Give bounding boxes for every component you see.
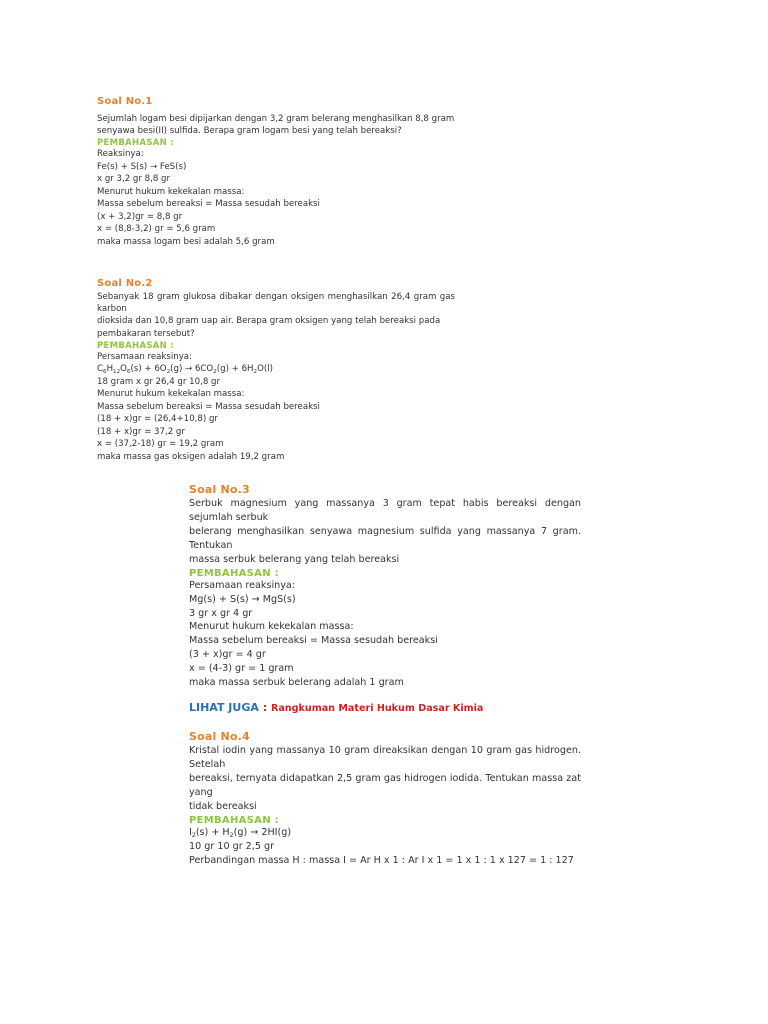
soal-2-line: (18 + x)gr = (26,4+10,8) gr xyxy=(97,414,218,425)
soal-1-line: x gr 3,2 gr 8,8 gr xyxy=(97,174,171,185)
soal-1-question xyxy=(97,113,455,137)
soal-4-line: 10 gr 10 gr 2,5 gr xyxy=(189,841,275,853)
soal-4-line: Perbandingan massa H : massa I = Ar H x 1 : Ar I x 1 = 1 x 1 : 1 x 127 = 1 : 127 xyxy=(189,854,574,866)
soal-3-line: Menurut hukum kekekalan massa: xyxy=(189,621,354,633)
soal-3-line: Massa sebelum bereaksi = Massa sesudah bereaksi xyxy=(189,635,438,647)
soal-2-title: Soal No.2 xyxy=(97,278,153,289)
lihat-juga-colon: : xyxy=(258,701,271,715)
soal-4-section xyxy=(189,730,581,867)
soal-1-question-line: Sejumlah logam besi dipijarkan dengan 3,2 gram belerang menghasilkan 8,8 gram xyxy=(97,114,455,124)
soal-4-question-line: bereaksi, ternyata didapatkan 2,5 gram gas hidrogen iodida. Tentukan massa zat yang xyxy=(189,773,581,799)
soal-3-line: (3 + x)gr = 4 gr xyxy=(189,648,266,660)
soal-3-question-line: belerang menghasilkan senyawa magnesium sulfida yang massanya 7 gram. Tentukan xyxy=(189,526,581,551)
soal-1-line: Reaksinya: xyxy=(97,149,144,160)
soal-3-line: Persamaan reaksinya: xyxy=(189,580,296,591)
soal-3-pembahasan-label: PEMBAHASAN : xyxy=(189,568,279,579)
lihat-juga xyxy=(189,701,581,714)
soal-3-line: maka massa serbuk belerang adalah 1 gram xyxy=(189,676,404,688)
soal-3-question xyxy=(189,497,581,567)
soal-2-line: (18 + x)gr = 37,2 gr xyxy=(97,426,185,437)
soal-1-pembahasan-label: PEMBAHASAN : xyxy=(97,138,175,149)
soal-2-line: Menurut hukum kekekalan massa: xyxy=(97,389,245,400)
soal-2-equation: $C_6H_{12}O_6(s) + 6O_2(g) \to 6CO_2(g) + 6H_2O(l)$ xyxy=(97,364,273,376)
soal-2-line: 18 gram x gr 26,4 gr 10,8 gr xyxy=(97,376,221,387)
soal-4-title: Soal No.4 xyxy=(189,730,250,744)
lihat-juga-link[interactable]: Rangkuman Materi Hukum Dasar Kimia xyxy=(270,703,484,715)
soal-4-pembahasan-label: PEMBAHASAN : xyxy=(189,815,279,827)
soal-1-line: x = (8,8-3,2) gr = 5,6 gram xyxy=(97,224,216,235)
soal-3-question-line: massa serbuk belerang yang telah bereaksi xyxy=(189,554,400,565)
soal-2-question-line: pembakaran tersebut? xyxy=(97,328,195,339)
soal-4-question xyxy=(189,744,581,814)
soal-1-section xyxy=(97,96,455,248)
soal-2-section xyxy=(97,278,455,463)
soal-2-question-line: dioksida dan 10,8 gram uap air. Berapa gram oksigen yang telah bereaksi pada xyxy=(97,316,441,327)
soal-3-line: 3 gr x gr 4 gr xyxy=(189,607,253,619)
soal-1-line: Menurut hukum kekekalan massa: xyxy=(97,186,245,197)
soal-1-line: (x + 3,2)gr = 8,8 gr xyxy=(97,211,183,222)
lihat-juga-label: LIHAT JUGA xyxy=(189,701,259,715)
soal-4-equation: $I_2(s) + H_2(g) \to 2HI(g)$ xyxy=(189,827,292,840)
soal-1-line: Massa sebelum bereaksi = Massa sesudah bereaksi xyxy=(97,199,320,210)
soal-3-question-line: Serbuk magnesium yang massanya 3 gram tepat habis bereaksi dengan sejumlah serbuk xyxy=(189,498,581,523)
soal-1-line: maka massa logam besi adalah 5,6 gram xyxy=(97,236,275,247)
soal-3-section xyxy=(189,483,581,868)
soal-3-line: x = (4-3) gr = 1 gram xyxy=(189,662,294,674)
soal-2-line: Persamaan reaksinya: xyxy=(97,351,192,362)
soal-2-line: maka massa gas oksigen adalah 19,2 gram xyxy=(97,451,285,462)
soal-1-question-line: senyawa besi(II) sulfida. Berapa gram logam besi yang telah bereaksi? xyxy=(97,126,402,137)
soal-2-question xyxy=(97,291,455,340)
soal-1-title: Soal No.1 xyxy=(97,96,153,107)
soal-2-line: Massa sebelum bereaksi = Massa sesudah bereaksi xyxy=(97,401,320,412)
soal-2-line: x = (37,2-18) gr = 19,2 gram xyxy=(97,439,224,450)
soal-4-question-line: Kristal iodin yang massanya 10 gram direaksikan dengan 10 gram gas hidrogen. Setelah xyxy=(189,745,581,771)
soal-1-line: Fe(s) + S(s) → FeS(s) xyxy=(97,161,187,172)
soal-4-question-line: tidak bereaksi xyxy=(189,801,257,813)
soal-2-pembahasan-label: PEMBAHASAN : xyxy=(97,340,175,351)
soal-2-question-line: Sebanyak 18 gram glukosa dibakar dengan oksigen menghasilkan 26,4 gram gas karbon xyxy=(97,292,455,315)
soal-3-title: Soal No.3 xyxy=(189,483,250,496)
soal-3-line: Mg(s) + S(s) → MgS(s) xyxy=(189,593,296,605)
